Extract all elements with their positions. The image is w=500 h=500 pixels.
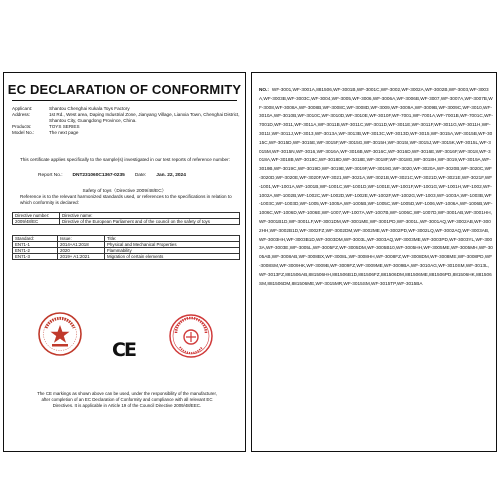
report-line — [38, 173, 186, 178]
declaration-page — [3, 72, 246, 452]
model-numbers: WF-3001,WF-3001A,881506,WF-3001B,WF-3001C,WF-3002,WF-3002A,WF-3002B,WF-3003,WF-3003A,WF-3003B,WF-3003C,WF-3004,WF-3005,WF-3006,WF-3006A,WF-3006B,WF-3007,WF-3007A,WF-3007B,WF-3008,WF-3008A,WF-3008B,WF-3008C,WF-3008D,WF-3009,WF-3009A,WF-3009B,WF-3009C,WF-3010,WF-3010A,WF-3010B,WF-3010C,WF-3010D,WF-3010E,WF-3010F,WF-7001,WF-7001A,WF-7001B,WF-7001C,WF-7001D,WF-3011,WF-3011A,WF-3011B,WF-3011C,WF-3011D,WF-3011E,WF-3011F,WF-3011G,WF-3011H,WF-3011I,WF-3011J,WF-3013,WF-3013A,WF-3013B,WF-3013C,WF-3013D,WF-3015,WF-3015A,WF-3015B,WF-3015C,WF-3015D,WF-3015E,WF-3015F,WF-3015G,WF-3015H,WF-3015I,WF-3015J,WF-3015K,WF-3015L,WF-3015M,WF-3015N,WF-3016,WF-3016A,WF-3016B,WF-3016C,WF-3016D,WF-3016E,WF-3016F,WF-3018,WF-3018A,WF-3018B,WF-3018C,WF-3018D,WF-3018E,WF-3018F,WF-3018G,WF-3018H,WF-3019,WF-3019A,WF-3019B,WF-3019C,WF-3019D,WF-3019E,WF-3019F,WF-3019G,WF-3020,WF-3020A,WF-3020B,WF-3020C,WF-3020D,WF-3020E,WF-3020F,WF-3021,WF-3021A,WF-3021B,WF-3021C,WF-3021D,WF-3021E,WF-3021F,WF-1001,WF-1001A,WF-1001B,WF-1001C,WF-1001D,WF-1001E,WF-1001F,WF-1001G,WF-1001H,WF-1002,WF-1002A,WF-1002B,WF-1002C,WF-1002D,WF-1002E,WF-1002F,WF-1002G,WF-1003,WF-1003A,WF-1003B,WF-1003C,WF-1003D,WF-1005,WF-1005A,WF-1005B,WF-1005C,WF-1005D,WF-1006,WF-1006A,WF-1006B,WF-1006C,WF-1006D,WF-1006E,WF-1007,WF-1007A,WF-1007B,WF-1006C,WF-1007D,WF-3001AB,WF-3001HH,WF-3001B1D,WF-3001LF,WF-3001DM,WF-3001ME,WF-3001PD,WF-3001L,WF-3001AQ,WF-3002AB,WF-3002HH,WF-3002B1D,WF-3002FZ,WF-3002DM,WF-3002ME,WF-3002PD,WF-3002LQ,WF-3002AQ,WF-3003AB,WF-3003HH,WF-3003B1D,WF-3003DM,WF-3003L,WF-3003AQ,WF-3003ME,WF-3003PD,WF-3003YL,WF-3003A,WF-3003E,WF-3005L,WF-3005FZ,WF-3005DM,WF-3005B10,WF-3005HH,WF-3005ME,WF-3005MH,WF-3005AB,WF-3008AB,WF-3008BX,WF-3008L,WF-3008HH,WF-3008FZ,WF-3008DM,WF-3008ME,WF-3008PD,WF-3008SM,WF-3009HK,WF-3009B,WF-3009FZ,WF-3009ME,WF-3009BA,WF-3010AG,WF-3010SM,WF-3013L,WF-3013FZ,881506AB,881506HH,881506B1D,881506FZ,881506DM,881506ME,881506PD,881506HK,881506SM,881506DM,881506ME,WF-3015MR,WF-3015SM,WF-3015TP,WF-3015BA — [259, 87, 493, 286]
company-seal — [37, 311, 83, 362]
table-header-cell: Directive name: — [60, 213, 240, 219]
applicant-value: Shantou Chenghai Kukala Toys Factory — [49, 106, 130, 111]
table-cell: 2020 — [58, 248, 105, 254]
table-row — [13, 219, 240, 225]
certificate-text: This certificate applies specifically to the sample(s) investigated in our test reports of reference number: — [20, 157, 230, 162]
table-header-cell: Issue: — [58, 236, 105, 242]
products-value: TOYS SERIES — [49, 124, 80, 129]
table-cell: EN71-1 — [13, 242, 58, 248]
report-no-value: DNT231060C1367-0235 — [72, 173, 125, 178]
table-cell: Directive of the European Parliament and of the council on the safety of toys — [60, 219, 240, 225]
model-list-page — [251, 72, 497, 452]
directive-table — [12, 212, 240, 225]
table-header-cell: Title: — [105, 236, 240, 242]
products-label: Products: — [12, 124, 32, 129]
table-cell: 2019+ A1:2021 — [58, 254, 105, 260]
standards-table — [12, 235, 240, 260]
date-value: Jan. 22, 2024 — [156, 173, 186, 178]
table-header-cell: Standard: — [13, 236, 58, 242]
applicant-info — [12, 106, 240, 136]
report-no-label: Report No.: — [38, 173, 63, 178]
table-cell: 2009/48/EC — [13, 219, 60, 225]
table-cell: EN71-3 — [13, 254, 58, 260]
table-cell: Physical and Mechanical Properties — [105, 242, 240, 248]
footer-note: The CE markings as shown above can be used, under the responsibility of the manufacturer, after completion of an EC Declaration of Conformity and compliance with all relevant EC Directives. It is applicable in Article 19 of the Council Directive 2009/48/EEC. — [37, 391, 217, 408]
reference-text: Reference is to the relevant harmonized standards used, or references to the specifications in relation to which conformity is declared: — [20, 194, 232, 205]
table-cell: Flammability — [105, 248, 240, 254]
ce-mark: CE — [112, 339, 135, 361]
table-row — [13, 254, 240, 260]
safety-title: Safety of toys（Directive 2009/48/EC） — [82, 189, 167, 194]
model-label: Model No.: — [12, 130, 35, 135]
model-value: The next page — [49, 130, 79, 135]
page-title: EC DECLARATION OF CONFORMITY — [7, 82, 242, 97]
table-cell: 2014+A1:2018 — [58, 242, 105, 248]
table-header-cell: Directive number: — [13, 213, 60, 219]
no-label: NO.: — [259, 87, 269, 92]
date-label: Date: — [134, 173, 147, 178]
address-value: 1st Rd., West area, Daping Industrial Zone, Jianyang Village, Lianxia Town, Chenghai District, Shantou City, Guangdong Province, China. — [49, 112, 240, 123]
table-cell: EN71-2 — [13, 248, 58, 254]
title-divider — [12, 100, 237, 101]
address-label: Address: — [12, 112, 31, 117]
model-number-list — [259, 86, 493, 288]
table-cell: Migration of certain elements — [105, 254, 240, 260]
testing-lab-seal — [168, 313, 214, 364]
applicant-label: Applicant: — [12, 106, 33, 111]
